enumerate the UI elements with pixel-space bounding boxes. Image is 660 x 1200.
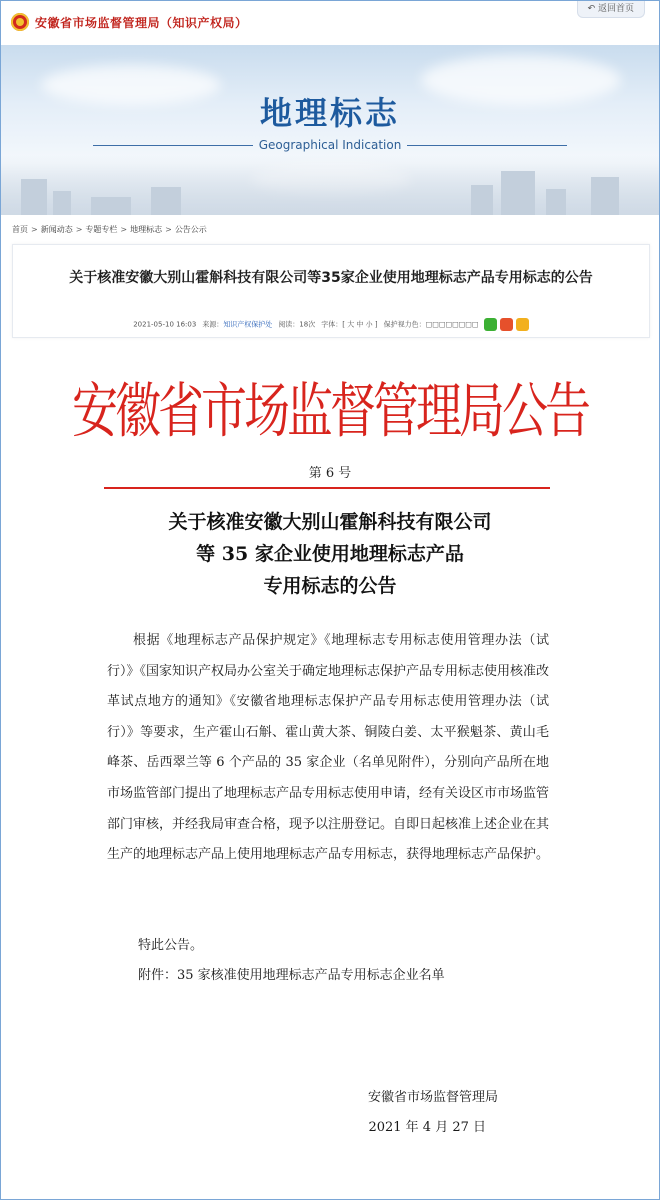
article-header-card [12,244,650,338]
hero-subtitle-text: Geographical Indication [258,138,402,152]
breadcrumb-topics[interactable]: 专题专栏 [85,225,118,234]
document-heading: 安徽省市场监督管理局公告 [72,375,588,446]
breadcrumb-home[interactable]: 首页 [12,225,28,234]
qzone-share-icon[interactable] [516,318,529,331]
breadcrumb-news[interactable]: 新闻动态 [40,225,73,234]
font-size-control[interactable]: 字体：[ 大 中 小 ] [321,320,378,329]
top-bar [1,1,659,45]
site-name[interactable]: 安徽省市场监督管理局（知识产权局） [35,16,248,30]
wechat-share-icon[interactable] [484,318,497,331]
breadcrumb-notices[interactable]: 公告公示 [174,225,207,234]
document-title-line: 等 35 家企业使用地理标志产品 [196,543,464,565]
document-title-line: 专用标志的公告 [263,575,397,597]
document-attachment: 附件：35 家核准使用地理标志产品专用标志企业名单 [138,968,445,983]
back-arrow-icon: ↶ [587,4,598,14]
document-body: 根据《地理标志产品保护规定》《地理标志专用标志使用管理办法（试行）》《国家知识产权局办公室关于确定地理标志保护产品专用标志使用核准改革试点地方的通知》《安徽省地理标志保护产品专用标志使用管理办法（试行）》等要求，生产霍山石斛、霍山黄大茶、铜陵白姜、太平猴魁茶、黄山毛峰茶、岳西翠兰等 6 个产品的 35 家企业（名单见附件），分别向产品所在地市场监管部门提出了地理标志产品专用标志使用申请，经有关设区市市场监管部门审核，并经我局审查合格，现予以注册登记。自即日起核准上述企业在其生产的地理标志产品上使用地理标志产品专用标志，获得地理标志产品保护。 [107,633,550,863]
document-title [80,506,580,602]
breadcrumb-gi[interactable]: 地理标志 [130,225,163,234]
back-home-link[interactable] [577,1,645,18]
document-closing: 特此公告。 [138,938,204,953]
document-date: 2021 年 4 月 27 日 [368,1120,486,1135]
hero-title: 地理标志 [259,94,400,132]
skyline-decoration [1,155,659,215]
national-emblem-icon [11,13,29,31]
hero-subtitle [1,138,659,152]
article-meta [13,318,649,331]
red-divider [104,487,550,489]
hero-banner [1,45,659,215]
document-title-line: 关于核准安徽大别山霍斛科技有限公司 [168,511,492,533]
source-label: 来源： [202,320,224,329]
article-date: 2021-05-10 16:03 [133,320,197,329]
vision-color-control[interactable]: 保护视力色：□□□□□□□□ [383,320,479,329]
breadcrumb: 首页 > 新闻动态 > 专题专栏 > 地理标志 > 公告公示 [12,225,207,234]
document-signer: 安徽省市场监督管理局 [367,1090,498,1105]
article-source[interactable]: 知识产权保护处 [223,320,273,329]
article-title: 关于核准安徽大别山霍斛科技有限公司等35家企业使用地理标志产品专用标志的公告 [69,270,593,286]
document-number: 第 6 号 [308,466,352,481]
article-views: 阅读：18次 [278,320,316,329]
back-home-label: 返回首页 [597,4,634,14]
weibo-share-icon[interactable] [500,318,513,331]
